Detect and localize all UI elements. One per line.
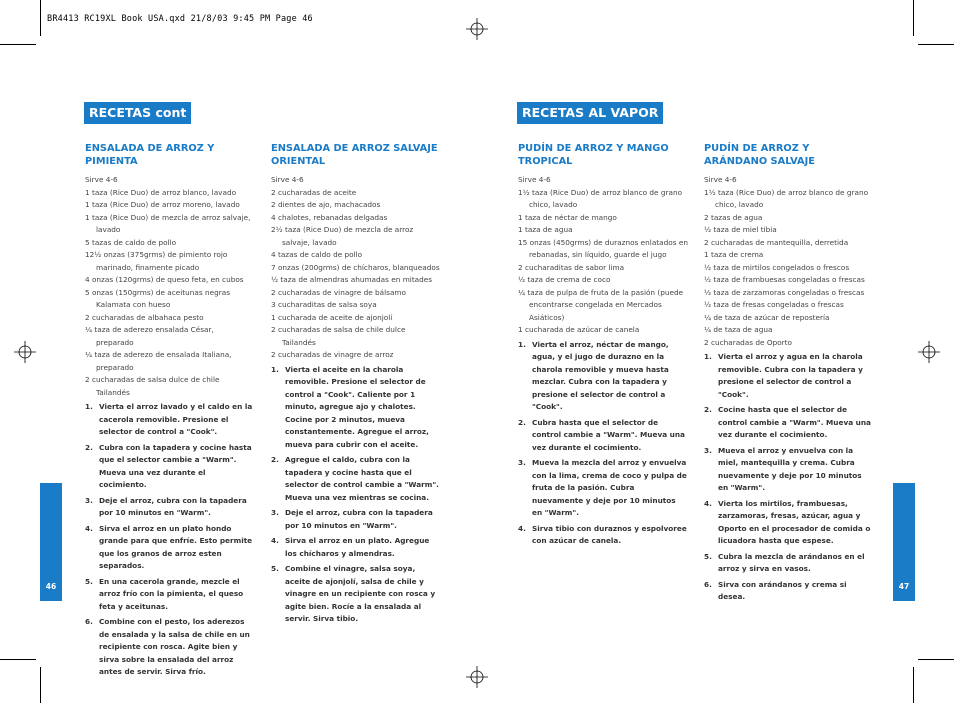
step-text: Agregue el caldo, cubra con la tapadera y cocine hasta que el selector de control cambie a "Warm". Mueva una vez mientras se cocina. (285, 455, 439, 502)
ingredient-item: 1 taza (Rice Duo) de mezcla de arroz salvaje, lavado (85, 212, 251, 234)
ingredient-item: ¼ taza de aderezo de ensalada Italiana, preparado (85, 350, 232, 372)
step-text: Vierta el arroz y agua en la charola removible. Cubra con la tapadera y presione el selector de control a "Cook". (718, 352, 863, 399)
recipe-title: ENSALADA DE ARROZ SALVAJE ORIENTAL (271, 143, 438, 167)
page-number-tab-left (40, 483, 62, 601)
step-text: Sirva el arroz en un plato. Agregue los chícharos y almendras. (285, 536, 430, 558)
step-number: 2. (85, 442, 93, 452)
method-steps (518, 339, 688, 548)
step-text: Cubra hasta que el selector de control cambie a "Warm". Mueva una vez durante el cocimiento. (532, 417, 685, 452)
step-number: 4. (271, 536, 279, 545)
method-step (704, 551, 874, 576)
ingredient-item: 4 onzas (120grms) de queso feta, en cubos (85, 275, 244, 284)
servings: Sirve 4-6 (704, 175, 737, 184)
ingredient-item: ½ taza de miel tibia (704, 225, 777, 234)
step-text: Vierta el aceite en la charola removible. Presione el selector de control a "Cook". Caliente por 1 minuto, agregue ajo y chalotes. Cocine por 2 minutos, mueva constantemente. Agregue el arroz, mueva para cubrir con el aceite. (285, 364, 429, 449)
step-text: Cocine hasta que el selector de control cambie a "Warm". Mueva una vez durante el cocimiento. (718, 405, 871, 439)
crop-mark (40, 0, 41, 36)
ingredient-item: 1 taza (Rice Duo) de arroz moreno, lavado (85, 200, 240, 209)
ingredient-item: ½ taza de frambuesas congeladas o frescas (704, 275, 865, 284)
ingredient-item: 1 taza (Rice Duo) de arroz blanco, lavado (85, 187, 237, 197)
servings: Sirve 4-6 (518, 175, 551, 184)
step-number: 4. (85, 523, 93, 533)
ingredient-item: 15 onzas (450grms) de duraznos enlatados en rebanadas, sin líquido, guarde el jugo (518, 237, 688, 259)
registration-mark-icon (466, 666, 488, 688)
ingredient-item: 1½ taza (Rice Duo) de arroz blanco de grano chico, lavado (704, 187, 869, 209)
step-text: En una cacerola grande, mezcle el arroz frío con la pimienta, el queso feta y aceitunas. (99, 576, 244, 611)
registration-mark-icon (918, 341, 940, 363)
crop-mark (0, 659, 36, 660)
ingredient-item: 1 taza de crema (704, 250, 764, 259)
method-step (85, 523, 253, 573)
step-number: 1. (704, 352, 712, 361)
step-number: 1. (271, 364, 279, 374)
crop-mark (40, 667, 41, 703)
step-number: 5. (85, 576, 93, 586)
step-number: 5. (704, 551, 712, 561)
method-step (271, 563, 441, 626)
method-steps (704, 351, 874, 604)
ingredient-item: ¼ de taza de azúcar de repostería (704, 312, 830, 322)
recipe-column (85, 142, 253, 682)
method-step (271, 454, 441, 504)
step-text: Vierta el arroz lavado y el caldo en la cacerola removible. Presione el selector de control a "Cook". (99, 402, 253, 436)
ingredient-item: 1 taza de agua (518, 225, 573, 234)
ingredient-item: ½ taza de almendras ahumadas en mitades (271, 275, 433, 284)
ingredient-item: 1 cucharada de aceite de ajonjolí (271, 312, 393, 322)
step-number: 5. (271, 564, 279, 573)
ingredient-item: 4 tazas de caldo de pollo (271, 250, 363, 259)
ingredient-item: 2 cucharaditas de sabor lima (518, 262, 625, 272)
crop-mark (913, 667, 914, 703)
step-number: 3. (518, 458, 526, 467)
step-text: Cubra con la tapadera y cocine hasta que el selector cambie a "Warm". Mueva una vez durante el cocimiento. (99, 442, 252, 489)
step-text: Mueva la mezcla del arroz y envuelva con la lima, crema de coco y pulpa de fruta de la pasión. Cubra nuevamente y deje por 10 minutos en "Warm". (532, 458, 687, 517)
ingredient-item: 2½ taza (Rice Duo) de mezcla de arroz salvaje, lavado (271, 225, 414, 247)
method-step (704, 579, 874, 604)
step-text: Mueva el arroz y envuelva con la miel, mantequilla y crema. Cubra nuevamente y deje por 10 minutos en "Warm". (718, 445, 862, 492)
step-number: 1. (518, 339, 526, 349)
step-text: Cubra la mezcla de arándanos en el arroz y sirva en vasos. (718, 551, 865, 573)
method-step (271, 364, 441, 452)
ingredient-item: 2 cucharadas de Oporto (704, 337, 793, 347)
ingredient-item: 2 cucharadas de vinagre de arroz (271, 350, 394, 359)
ingredient-item: ½ taza de crema de coco (518, 275, 611, 284)
ingredient-item: ¼ taza de aderezo ensalada César, preparado (85, 325, 214, 347)
recipe-column (704, 142, 874, 607)
method-step (85, 442, 253, 492)
file-slug: BR4413 RC19XL Book USA.qxd 21/8/03 9:45 PM Page 46 (47, 14, 313, 24)
ingredient-item: 4 chalotes, rebanadas delgadas (271, 212, 388, 222)
method-step (85, 616, 253, 679)
ingredient-item: 3 cucharaditas de salsa soya (271, 300, 377, 309)
recipe-column (518, 142, 688, 551)
method-step (704, 445, 874, 495)
crop-mark (0, 44, 36, 45)
method-step (85, 495, 253, 520)
method-steps (271, 364, 441, 626)
method-step (518, 417, 688, 455)
ingredient-item: 12½ onzas (375grms) de pimiento rojo marinado, finamente picado (85, 250, 228, 272)
ingredient-item: ½ taza de fresas congeladas o frescas (704, 300, 844, 309)
method-step (704, 404, 874, 442)
ingredient-item: 1 taza de néctar de mango (518, 212, 617, 222)
registration-mark-icon (466, 18, 488, 40)
ingredient-item: 7 onzas (200grms) de chícharos, blanqueados (271, 262, 440, 272)
method-step (271, 535, 441, 560)
ingredient-item: ¼ de taza de agua (704, 325, 773, 334)
section-header-right: RECETAS AL VAPOR (517, 102, 663, 124)
step-text: Sirva con arándanos y crema si desea. (718, 579, 847, 601)
ingredient-item: 2 cucharadas de salsa de chile dulce Tailandés (271, 325, 406, 347)
ingredient-item: ½ taza de zarzamoras congeladas o frescas (704, 287, 865, 297)
method-step (704, 498, 874, 548)
ingredient-item: 5 onzas (150grms) de aceitunas negras Kalamata con hueso (85, 287, 230, 309)
page-number-tab-right (893, 483, 915, 601)
ingredient-item: 5 tazas de caldo de pollo (85, 237, 177, 247)
recipe-title: ENSALADA DE ARROZ Y PIMIENTA (85, 143, 215, 167)
ingredient-item: 2 cucharadas de salsa dulce de chile Tailandés (85, 375, 220, 397)
step-number: 3. (85, 495, 93, 505)
ingredient-item: 2 cucharadas de aceite (271, 187, 357, 197)
method-step (518, 523, 688, 548)
method-step (85, 576, 253, 614)
method-step (85, 401, 253, 439)
recipe-title: PUDÍN DE ARROZ Y MANGO TROPICAL (518, 143, 669, 167)
step-number: 4. (704, 498, 712, 508)
step-number: 2. (518, 417, 526, 427)
section-header-left: RECETAS cont (84, 102, 191, 124)
step-text: Deje el arroz, cubra con la tapadera por 10 minutos en "Warm". (99, 495, 247, 517)
step-number: 6. (85, 617, 93, 626)
method-step (704, 351, 874, 401)
step-number: 1. (85, 402, 93, 411)
step-text: Deje el arroz, cubra con la tapadera por 10 minutos en "Warm". (285, 508, 433, 530)
step-number: 6. (704, 579, 712, 589)
step-number: 2. (271, 455, 279, 464)
method-step (518, 457, 688, 520)
crop-mark (918, 659, 954, 660)
step-text: Sirva tibio con duraznos y espolvoree con azúcar de canela. (532, 523, 687, 545)
step-text: Sirva el arroz en un plato hondo grande para que enfríe. Esto permite que los granos de arroz esten separados. (99, 523, 253, 570)
ingredient-item: ½ taza de mirtilos congelados o frescos (704, 262, 850, 272)
ingredient-item: 2 tazas de agua (704, 212, 763, 222)
ingredient-item: 2 cucharadas de albahaca pesto (85, 312, 204, 322)
ingredient-item: 1½ taza (Rice Duo) de arroz blanco de grano chico, lavado (518, 187, 683, 209)
step-text: Combine el vinagre, salsa soya, aceite de ajonjolí, salsa de chile y vinagre en un recipiente con rosca y agite bien. Rocíe a la ensalada al servir. Sirva tibio. (285, 564, 436, 623)
crop-mark (913, 0, 914, 36)
ingredient-item: ¼ taza de pulpa de fruta de la pasión (puede encontrarse congelada en Mercados Asiáticos) (518, 287, 684, 322)
servings: Sirve 4-6 (85, 175, 118, 184)
method-step (271, 507, 441, 532)
ingredient-item: 2 cucharadas de vinagre de bálsamo (271, 287, 406, 297)
step-number: 3. (704, 445, 712, 455)
page-number: 47 (898, 582, 910, 591)
recipe-title: PUDÍN DE ARROZ Y ARÁNDANO SALVAJE (704, 143, 815, 167)
page-number: 46 (45, 582, 57, 591)
step-number: 2. (704, 405, 712, 414)
step-number: 4. (518, 523, 526, 533)
step-text: Vierta los mirtilos, frambuesas, zarzamoras, fresas, azúcar, agua y Oporto en el procesador de comida o licuadora hasta que espese. (718, 498, 871, 545)
registration-mark-icon (14, 341, 36, 363)
method-steps (85, 401, 253, 679)
recipe-column (271, 142, 441, 629)
ingredient-item: 1 cucharada de azúcar de canela (518, 325, 640, 334)
method-step (518, 339, 688, 414)
ingredient-item: 2 cucharadas de mantequilla, derretida (704, 237, 849, 247)
crop-mark (918, 44, 954, 45)
step-text: Vierta el arroz, néctar de mango, agua, y el jugo de durazno en la charola removible y mueva hasta mezclar. Cubra con la tapadera y presione el selector de control a "Cook". (532, 339, 669, 411)
step-text: Combine con el pesto, los aderezos de ensalada y la salsa de chile en un recipiente con rosca. Agite bien y sirva sobre la ensalada del arroz antes de servir. Sirva frío. (99, 617, 250, 676)
step-number: 3. (271, 508, 279, 517)
ingredient-item: 2 dientes de ajo, machacados (271, 200, 381, 209)
servings: Sirve 4-6 (271, 175, 304, 184)
